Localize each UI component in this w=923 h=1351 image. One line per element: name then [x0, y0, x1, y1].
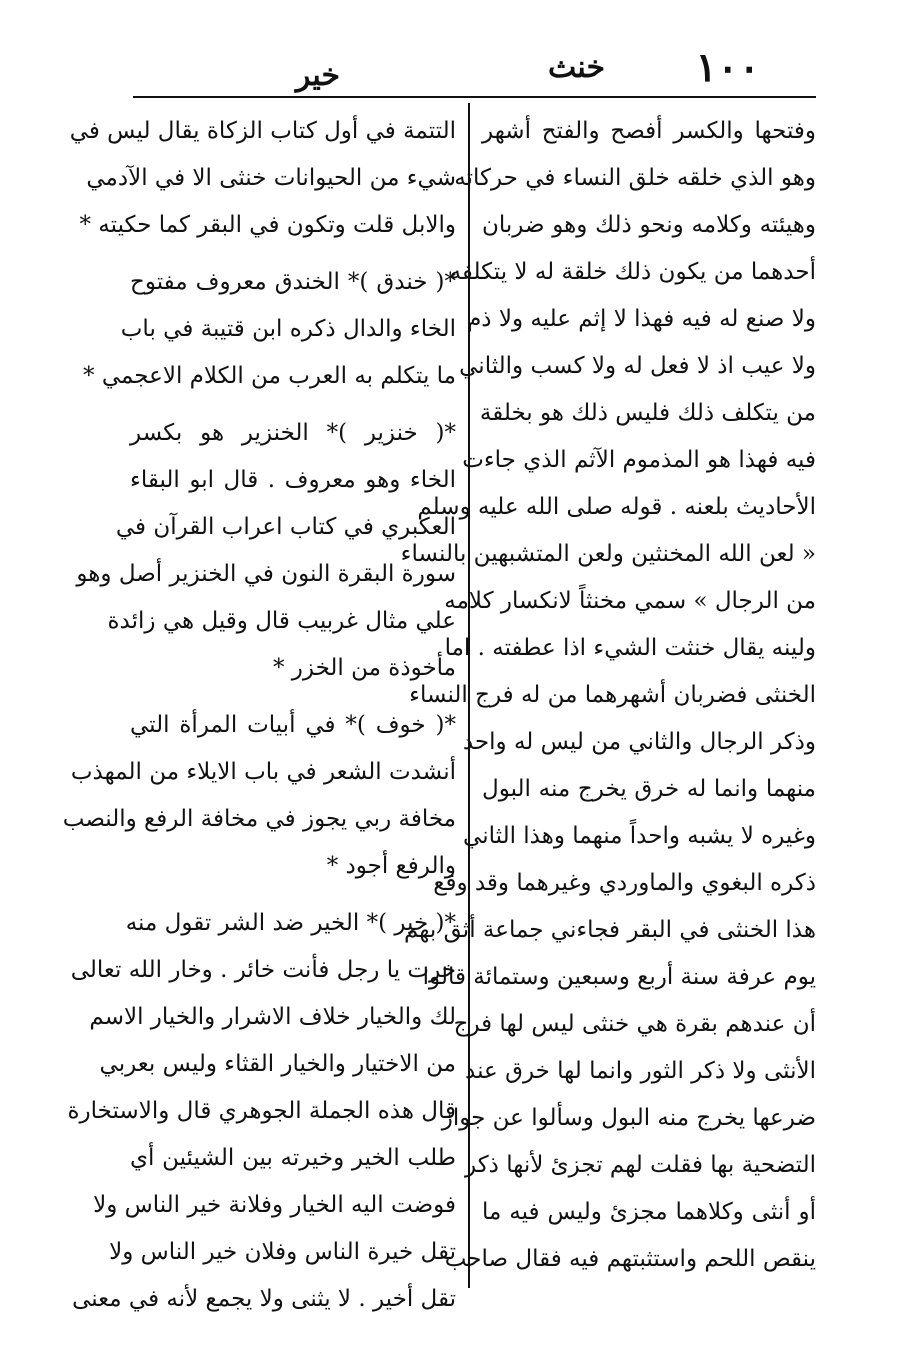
text-line: وغيره لا يشبه واحداً منهما وهذا الثاني	[463, 823, 816, 849]
text-line: *( خندق )* الخندق معروف مفتوح	[130, 269, 456, 295]
text-line: التتمة في أول كتاب الزكاة يقال ليس في	[69, 118, 456, 144]
text-line: تقل خيرة الناس وفلان خير الناس ولا	[109, 1239, 456, 1265]
text-line: أن عندهم بقرة هي خنثى ليس لها فرج	[453, 1011, 816, 1037]
text-line: « لعن الله المخنثين ولعن المتشبهين بالنساء	[400, 541, 816, 567]
text-line: من الرجال » سمي مخنثاً لانكسار كلامه	[444, 588, 816, 614]
dictionary-entry	[67, 900, 456, 1323]
text-line: فوضت اليه الخيار وفلانة خير الناس ولا	[93, 1192, 456, 1218]
text-line: ولا صنع له فيه فهذا لا إثم عليه ولا ذم	[467, 306, 816, 332]
text-line: وذكر الرجال والثاني من ليس له واحد	[462, 729, 816, 755]
text-line: علي مثال غربيب قال وقيل هي زائدة	[107, 608, 456, 634]
text-line: أنشدت الشعر في باب الايلاء من المهذب	[70, 759, 456, 785]
text-line: منهما وانما له خرق يخرج منه البول	[482, 776, 816, 802]
entry-gap	[130, 692, 456, 702]
text-line: التضحية بها فقلت لهم تجزئ لأنها ذكر	[465, 1152, 816, 1178]
text-line: أو أنثى وكلاهما مجزئ وليس فيه ما	[482, 1199, 816, 1225]
text-line: سورة البقرة النون في الخنزير أصل وهو	[76, 561, 456, 587]
text-line: خرت يا رجل فأنت خائر . وخار الله تعالى	[70, 957, 456, 983]
text-line: من يتكلف ذلك فليس ذلك هو بخلقة	[479, 400, 816, 426]
entry-gap	[130, 249, 456, 259]
text-line: وهيئته وكلامه ونحو ذلك وهو ضربان	[482, 212, 816, 238]
text-line: طلب الخير وخيرته بين الشيئين أي	[130, 1145, 456, 1171]
text-line: الأحاديث بلعنه . قوله صلى الله عليه وسلم	[417, 494, 816, 520]
text-line: يوم عرفة سنة أربع وسبعين وستمائة قالوا	[422, 964, 816, 990]
running-head-right: خنث	[547, 50, 605, 85]
text-line: قال هذه الجملة الجوهري قال والاستخارة	[67, 1098, 456, 1124]
dictionary-entry	[83, 259, 456, 400]
text-line: ولا عيب اذ لا فعل له ولا كسب والثاني	[459, 353, 816, 379]
text-line: فيه فهذا هو المذموم الآثم الذي جاءت	[462, 447, 816, 473]
text-line: هذا الخنثى في البقر فجاءني جماعة أثق بهم	[404, 917, 816, 943]
text-line: مأخوذة من الخزر *	[272, 655, 456, 681]
header-rule	[133, 96, 816, 98]
text-line: ولينه يقال خنثت الشيء اذا عطفته . اما	[444, 635, 816, 661]
dictionary-entry	[69, 108, 456, 249]
text-line: ما يتكلم به العرب من الكلام الاعجمي *	[83, 363, 456, 389]
text-line: وفتحها والكسر أفصح والفتح أشهر	[482, 118, 816, 144]
text-line: تقل أخير . لا يثنى ولا يجمع لأنه في معنى	[72, 1286, 456, 1312]
text-line: العكبري في كتاب اعراب القرآن في	[115, 514, 456, 540]
text-line: أحدهما من يكون ذلك خلقة له لا يتكلفه	[449, 259, 816, 285]
text-line: شيء من الحيوانات خنثى الا في الآدمي	[86, 165, 456, 191]
text-line: ضرعها يخرج منه البول وسألوا عن جواز	[441, 1105, 816, 1131]
page-header	[120, 44, 820, 94]
running-head-left: خير	[295, 58, 340, 93]
text-line: الخنثى فضربان أشهرهما من له فرج النساء	[409, 682, 816, 708]
dictionary-entry	[62, 702, 456, 890]
text-line: ينقص اللحم واستثبتهم فيه فقال صاحب	[444, 1246, 816, 1272]
text-line: ذكره البغوي والماوردي وغيرهما وقد وقع	[433, 870, 816, 896]
text-line: الخاء وهو معروف . قال ابو البقاء	[130, 467, 456, 493]
text-line: من الاختيار والخيار القثاء وليس بعربي	[99, 1051, 456, 1077]
text-line: *( خير )* الخير ضد الشر تقول منه	[125, 910, 456, 936]
text-line: *( خوف )* في أبيات المرأة التي	[130, 712, 456, 738]
entry-gap	[130, 400, 456, 410]
text-line: والابل قلت وتكون في البقر كما حكيته *	[79, 212, 456, 238]
text-line: الأنثى ولا ذكر الثور وانما لها خرق عند	[465, 1058, 816, 1084]
text-line: مخافة ربي يجوز في مخافة الرفع والنصب	[62, 806, 456, 832]
page-number: ١٠٠	[695, 44, 760, 91]
text-line: لك والخيار خلاف الاشرار والخيار الاسم	[89, 1004, 456, 1030]
entry-gap	[130, 890, 456, 900]
text-line: والرفع أجود *	[326, 853, 456, 879]
right-column	[400, 108, 816, 1283]
dictionary-entry	[76, 410, 456, 692]
text-line: *( خنزير )* الخنزير هو بكسر	[130, 420, 456, 446]
text-line: وهو الذي خلقه خلق النساء في حركاته	[454, 165, 816, 191]
left-column	[62, 108, 456, 1323]
text-line: الخاء والدال ذكره ابن قتيبة في باب	[120, 316, 456, 342]
